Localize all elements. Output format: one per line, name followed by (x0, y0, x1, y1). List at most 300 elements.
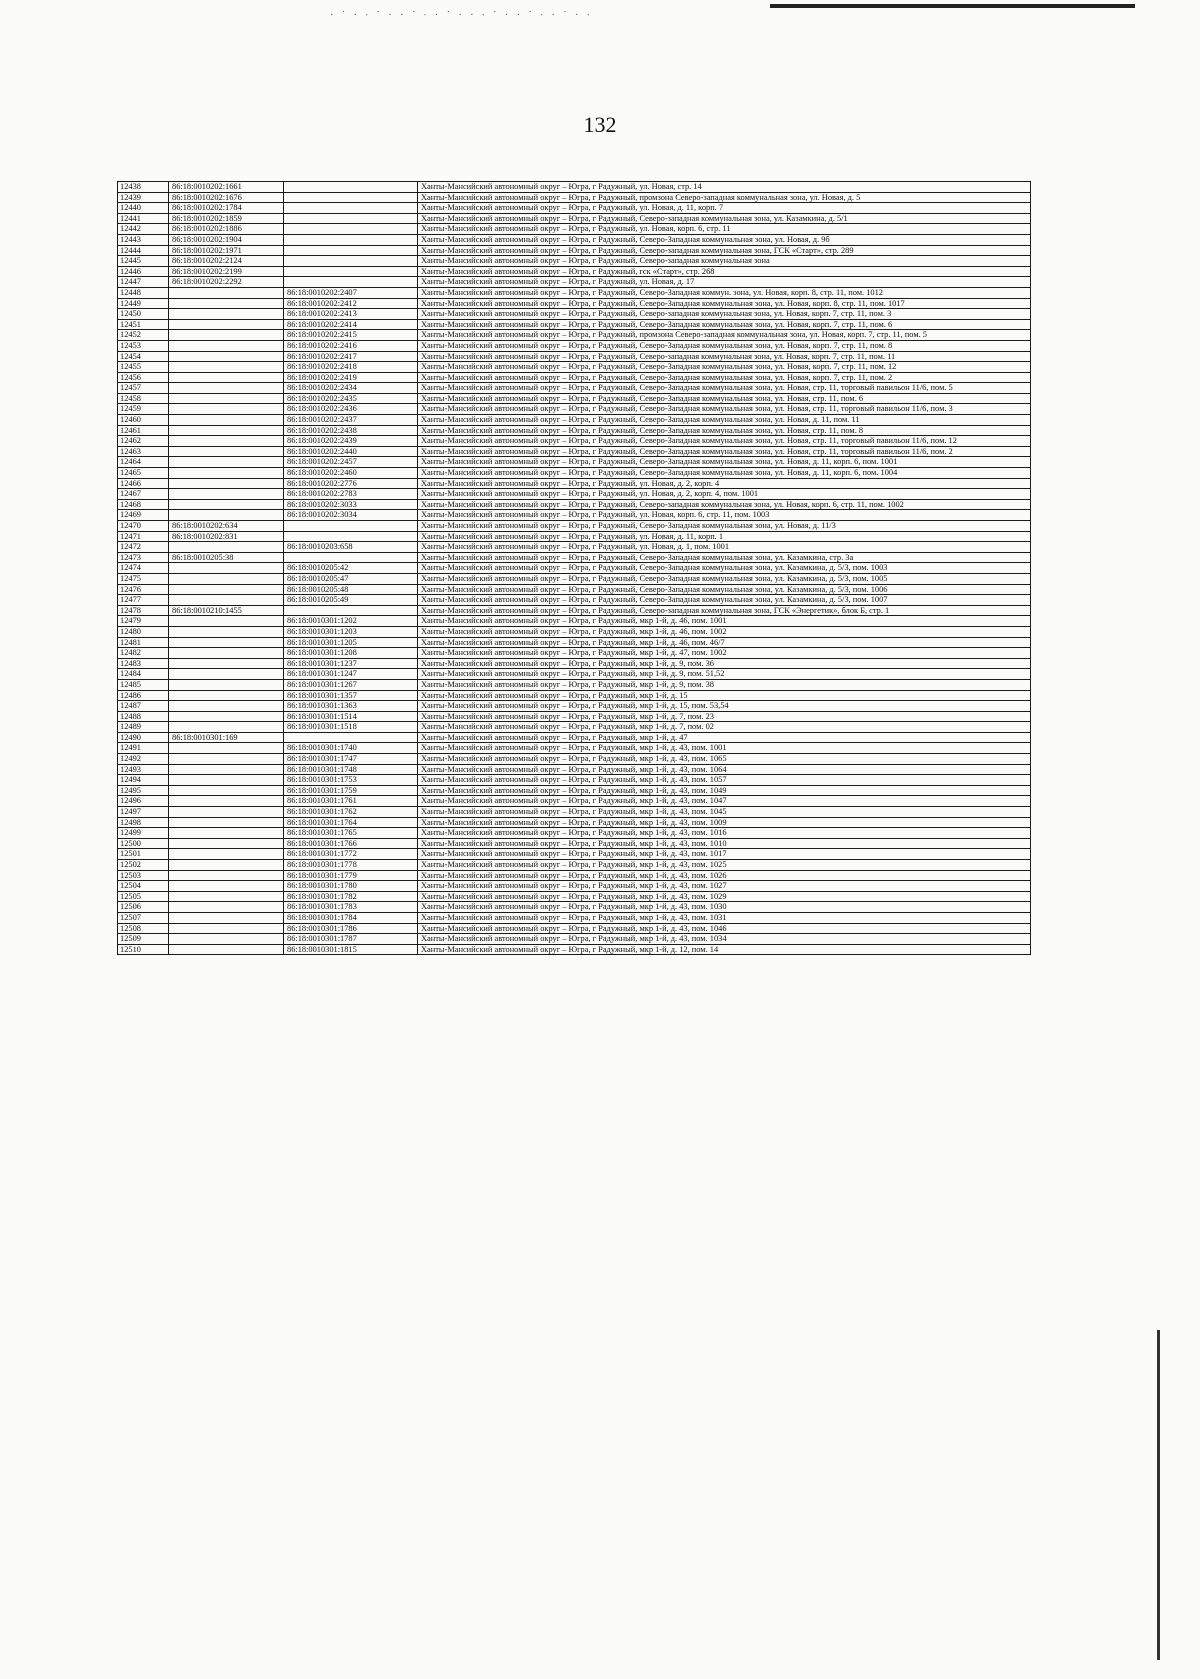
row-number-cell: 12487 (118, 701, 169, 712)
row-number-cell: 12486 (118, 690, 169, 701)
row-number-cell: 12476 (118, 584, 169, 595)
cadastral-number-cell (169, 785, 284, 796)
address-cell: Ханты-Мансийский автономный округ – Югра, г Радужный, мкр 1-й, д. 43, пом. 1046 (418, 923, 1031, 934)
premises-cadastral-cell: 86:18:0010301:1783 (284, 902, 418, 913)
premises-cadastral-cell: 86:18:0010301:1748 (284, 764, 418, 775)
address-cell: Ханты-Мансийский автономный округ – Югра, г Радужный, мкр 1-й, д. 43, пом. 1064 (418, 764, 1031, 775)
address-cell: Ханты-Мансийский автономный округ – Югра, г Радужный, Северо-западная коммунальная зона, ГСК «Старт», стр. 289 (418, 245, 1031, 256)
row-number-cell: 12470 (118, 521, 169, 532)
table-row (118, 510, 1031, 521)
premises-cadastral-cell: 86:18:0010202:2776 (284, 478, 418, 489)
premises-cadastral-cell: 86:18:0010202:2418 (284, 362, 418, 373)
table-row (118, 616, 1031, 627)
cadastral-number-cell (169, 563, 284, 574)
premises-cadastral-cell: 86:18:0010301:1202 (284, 616, 418, 627)
address-cell: Ханты-Мансийский автономный округ – Югра, г Радужный, Северо-Западная коммунальная зона, ул. Новая, д. 9б (418, 234, 1031, 245)
premises-cadastral-cell: 86:18:0010301:1772 (284, 849, 418, 860)
premises-cadastral-cell: 86:18:0010202:2440 (284, 446, 418, 457)
cadastral-number-cell (169, 637, 284, 648)
cadastral-number-cell (169, 595, 284, 606)
cadastral-number-cell (169, 351, 284, 362)
cadastral-number-cell (169, 404, 284, 415)
address-cell: Ханты-Мансийский автономный округ – Югра, г Радужный, Северо-Западная коммунальная зона, ул. Новая, стр. 11, торговый павильон 11/6, пом. 3 (418, 404, 1031, 415)
premises-cadastral-cell: 86:18:0010301:1514 (284, 711, 418, 722)
row-number-cell: 12456 (118, 372, 169, 383)
address-cell: Ханты-Мансийский автономный округ – Югра, г Радужный, гск «Старт», стр. 268 (418, 266, 1031, 277)
address-cell: Ханты-Мансийский автономный округ – Югра, г Радужный, мкр 1-й, д. 43, пом. 1049 (418, 785, 1031, 796)
row-number-cell: 12495 (118, 785, 169, 796)
premises-cadastral-cell: 86:18:0010301:1815 (284, 944, 418, 955)
row-number-cell: 12445 (118, 256, 169, 267)
table-row (118, 912, 1031, 923)
cadastral-number-cell (169, 679, 284, 690)
cadastral-number-cell (169, 838, 284, 849)
cadastral-number-cell (169, 891, 284, 902)
address-cell: Ханты-Мансийский автономный округ – Югра, г Радужный, мкр 1-й, д. 46, пом. 1002 (418, 626, 1031, 637)
table-row (118, 584, 1031, 595)
premises-cadastral-cell (284, 266, 418, 277)
address-cell: Ханты-Мансийский автономный округ – Югра, г Радужный, ул. Новая, д. 11, корп. 7 (418, 203, 1031, 214)
cadastral-number-cell: 86:18:0010205:38 (169, 552, 284, 563)
table-row (118, 690, 1031, 701)
cadastral-number-cell (169, 701, 284, 712)
registry-table-body (118, 182, 1031, 955)
premises-cadastral-cell: 86:18:0010301:1747 (284, 754, 418, 765)
row-number-cell: 12449 (118, 298, 169, 309)
row-number-cell: 12491 (118, 743, 169, 754)
address-cell: Ханты-Мансийский автономный округ – Югра, г Радужный, мкр 1-й, д. 43, пом. 1027 (418, 881, 1031, 892)
premises-cadastral-cell: 86:18:0010202:2438 (284, 425, 418, 436)
row-number-cell: 12450 (118, 309, 169, 320)
premises-cadastral-cell: 86:18:0010301:1753 (284, 775, 418, 786)
row-number-cell: 12442 (118, 224, 169, 235)
table-row (118, 266, 1031, 277)
address-cell: Ханты-Мансийский автономный округ – Югра, г Радужный, ул. Новая, д. 11, корп. 1 (418, 531, 1031, 542)
premises-cadastral-cell: 86:18:0010301:1784 (284, 912, 418, 923)
row-number-cell: 12496 (118, 796, 169, 807)
cadastral-number-cell (169, 912, 284, 923)
row-number-cell: 12478 (118, 605, 169, 616)
premises-cadastral-cell: 86:18:0010202:2417 (284, 351, 418, 362)
premises-cadastral-cell: 86:18:0010301:1205 (284, 637, 418, 648)
row-number-cell: 12455 (118, 362, 169, 373)
row-number-cell: 12464 (118, 457, 169, 468)
row-number-cell: 12481 (118, 637, 169, 648)
table-row (118, 722, 1031, 733)
premises-cadastral-cell: 86:18:0010202:2415 (284, 330, 418, 341)
cadastral-number-cell (169, 616, 284, 627)
cadastral-number-cell (169, 648, 284, 659)
cadastral-number-cell (169, 881, 284, 892)
address-cell: Ханты-Мансийский автономный округ – Югра, г Радужный, мкр 1-й, д. 7, пом. 02 (418, 722, 1031, 733)
premises-cadastral-cell: 86:18:0010301:1247 (284, 669, 418, 680)
premises-cadastral-cell: 86:18:0010202:2413 (284, 309, 418, 320)
address-cell: Ханты-Мансийский автономный округ – Югра, г Радужный, мкр 1-й, д. 43, пом. 1025 (418, 860, 1031, 871)
table-row (118, 457, 1031, 468)
address-cell: Ханты-Мансийский автономный округ – Югра, г Радужный, мкр 1-й, д. 12, пом. 14 (418, 944, 1031, 955)
premises-cadastral-cell: 86:18:0010301:1363 (284, 701, 418, 712)
premises-cadastral-cell: 86:18:0010202:2414 (284, 319, 418, 330)
address-cell: Ханты-Мансийский автономный округ – Югра, г Радужный, ул. Новая, д. 2, корп. 4 (418, 478, 1031, 489)
address-cell: Ханты-Мансийский автономный округ – Югра, г Радужный, мкр 1-й, д. 43, пом. 1017 (418, 849, 1031, 860)
table-row (118, 425, 1031, 436)
table-row (118, 351, 1031, 362)
premises-cadastral-cell: 86:18:0010301:1787 (284, 934, 418, 945)
row-number-cell: 12474 (118, 563, 169, 574)
address-cell: Ханты-Мансийский автономный округ – Югра, г Радужный, ул. Новая, д. 2, корп. 4, пом. 1001 (418, 489, 1031, 500)
address-cell: Ханты-Мансийский автономный округ – Югра, г Радужный, Северо-Западная коммунальная зона, ул. Казамкина, д. 5/3, пом. 1007 (418, 595, 1031, 606)
premises-cadastral-cell: 86:18:0010301:1782 (284, 891, 418, 902)
row-number-cell: 12492 (118, 754, 169, 765)
row-number-cell: 12505 (118, 891, 169, 902)
table-row (118, 287, 1031, 298)
row-number-cell: 12506 (118, 902, 169, 913)
premises-cadastral-cell (284, 182, 418, 193)
premises-cadastral-cell: 86:18:0010301:1766 (284, 838, 418, 849)
premises-cadastral-cell (284, 213, 418, 224)
table-row (118, 944, 1031, 955)
address-cell: Ханты-Мансийский автономный округ – Югра, г Радужный, Северо-Западная коммунальная зона, ул. Новая, корп. 7, стр. 11, пом. 2 (418, 372, 1031, 383)
registry-table (117, 181, 1031, 955)
table-row (118, 340, 1031, 351)
cadastral-number-cell (169, 711, 284, 722)
premises-cadastral-cell: 86:18:0010202:3034 (284, 510, 418, 521)
row-number-cell: 12454 (118, 351, 169, 362)
premises-cadastral-cell: 86:18:0010301:1765 (284, 828, 418, 839)
row-number-cell: 12451 (118, 319, 169, 330)
row-number-cell: 12500 (118, 838, 169, 849)
premises-cadastral-cell: 86:18:0010205:49 (284, 595, 418, 606)
address-cell: Ханты-Мансийский автономный округ – Югра, г Радужный, Северо-Западная коммунальная зона, ул. Новая, стр. 11, торговый павильон 11/6, пом. 5 (418, 383, 1031, 394)
table-row (118, 860, 1031, 871)
table-row (118, 605, 1031, 616)
premises-cadastral-cell: 86:18:0010301:1357 (284, 690, 418, 701)
address-cell: Ханты-Мансийский автономный округ – Югра, г Радужный, ул. Новая, д. 17 (418, 277, 1031, 288)
address-cell: Ханты-Мансийский автономный округ – Югра, г Радужный, Северо-Западная коммунальная зона, ул. Новая, д. 11, корп. 6, пом. 1001 (418, 457, 1031, 468)
table-row (118, 383, 1031, 394)
premises-cadastral-cell: 86:18:0010203:658 (284, 542, 418, 553)
cadastral-number-cell: 86:18:0010202:1886 (169, 224, 284, 235)
cadastral-number-cell (169, 573, 284, 584)
table-row (118, 838, 1031, 849)
table-row (118, 934, 1031, 945)
address-cell: Ханты-Мансийский автономный округ – Югра, г Радужный, мкр 1-й, д. 43, пом. 1026 (418, 870, 1031, 881)
address-cell: Ханты-Мансийский автономный округ – Югра, г Радужный, ул. Новая, корп. 6, стр. 11, пом. 1003 (418, 510, 1031, 521)
table-row (118, 415, 1031, 426)
address-cell: Ханты-Мансийский автономный округ – Югра, г Радужный, мкр 1-й, д. 9, пом. 51,52 (418, 669, 1031, 680)
table-row (118, 436, 1031, 447)
cadastral-number-cell (169, 923, 284, 934)
row-number-cell: 12467 (118, 489, 169, 500)
address-cell: Ханты-Мансийский автономный округ – Югра, г Радужный, мкр 1-й, д. 43, пом. 1045 (418, 807, 1031, 818)
table-row (118, 192, 1031, 203)
premises-cadastral-cell: 86:18:0010301:1740 (284, 743, 418, 754)
address-cell: Ханты-Мансийский автономный округ – Югра, г Радужный, ул. Новая, корп. 6, стр. 11 (418, 224, 1031, 235)
cadastral-number-cell (169, 319, 284, 330)
row-number-cell: 12489 (118, 722, 169, 733)
table-row (118, 213, 1031, 224)
row-number-cell: 12461 (118, 425, 169, 436)
table-row (118, 595, 1031, 606)
row-number-cell: 12469 (118, 510, 169, 521)
table-row (118, 626, 1031, 637)
row-number-cell: 12480 (118, 626, 169, 637)
address-cell: Ханты-Мансийский автономный округ – Югра, г Радужный, Северо-Западная коммунальная зона, ул. Новая, стр. 11, пом. 8 (418, 425, 1031, 436)
cadastral-number-cell (169, 764, 284, 775)
premises-cadastral-cell: 86:18:0010202:3033 (284, 499, 418, 510)
address-cell: Ханты-Мансийский автономный округ – Югра, г Радужный, мкр 1-й, д. 43, пом. 1029 (418, 891, 1031, 902)
premises-cadastral-cell (284, 732, 418, 743)
cadastral-number-cell (169, 542, 284, 553)
address-cell: Ханты-Мансийский автономный округ – Югра, г Радужный, мкр 1-й, д. 9, пом. 38 (418, 679, 1031, 690)
address-cell: Ханты-Мансийский автономный округ – Югра, г Радужный, мкр 1-й, д. 43, пом. 1031 (418, 912, 1031, 923)
premises-cadastral-cell (284, 256, 418, 267)
row-number-cell: 12488 (118, 711, 169, 722)
cadastral-number-cell (169, 870, 284, 881)
address-cell: Ханты-Мансийский автономный округ – Югра, г Радужный, мкр 1-й, д. 43, пом. 1057 (418, 775, 1031, 786)
cadastral-number-cell (169, 446, 284, 457)
table-row (118, 203, 1031, 214)
address-cell: Ханты-Мансийский автономный округ – Югра, г Радужный, Северо-Западная коммунальная зона, ул. Новая, корп. 8, стр. 11, пом. 1017 (418, 298, 1031, 309)
table-row (118, 468, 1031, 479)
row-number-cell: 12475 (118, 573, 169, 584)
premises-cadastral-cell: 86:18:0010301:1237 (284, 658, 418, 669)
cadastral-number-cell (169, 828, 284, 839)
row-number-cell: 12482 (118, 648, 169, 659)
premises-cadastral-cell (284, 605, 418, 616)
table-row (118, 828, 1031, 839)
address-cell: Ханты-Мансийский автономный округ – Югра, г Радужный, Северо-западная коммунальная зона, ГСК «Энергетик», блок Б, стр. 1 (418, 605, 1031, 616)
address-cell: Ханты-Мансийский автономный округ – Югра, г Радужный, Северо-западная коммунальная зона, ул. Новая, корп. 7, стр. 11, пом. 3 (418, 309, 1031, 320)
address-cell: Ханты-Мансийский автономный округ – Югра, г Радужный, мкр 1-й, д. 7, пом. 23 (418, 711, 1031, 722)
row-number-cell: 12479 (118, 616, 169, 627)
row-number-cell: 12465 (118, 468, 169, 479)
page-number: 132 (583, 112, 617, 137)
table-row (118, 330, 1031, 341)
cadastral-number-cell (169, 499, 284, 510)
cadastral-number-cell (169, 860, 284, 871)
table-row (118, 701, 1031, 712)
address-cell: Ханты-Мансийский автономный округ – Югра, г Радужный, мкр 1-й, д. 43, пом. 1009 (418, 817, 1031, 828)
address-cell: Ханты-Мансийский автономный округ – Югра, г Радужный, мкр 1-й, д. 43, пом. 1047 (418, 796, 1031, 807)
premises-cadastral-cell: 86:18:0010301:1759 (284, 785, 418, 796)
row-number-cell: 12490 (118, 732, 169, 743)
address-cell: Ханты-Мансийский автономный округ – Югра, г Радужный, Северо-Западная коммун. зона, ул. Новая, корп. 8, стр. 11, пом. 1012 (418, 287, 1031, 298)
cadastral-number-cell (169, 330, 284, 341)
address-cell: Ханты-Мансийский автономный округ – Югра, г Радужный, мкр 1-й, д. 9, пом. 36 (418, 658, 1031, 669)
row-number-cell: 12472 (118, 542, 169, 553)
premises-cadastral-cell (284, 277, 418, 288)
premises-cadastral-cell (284, 245, 418, 256)
table-row (118, 362, 1031, 373)
table-row (118, 817, 1031, 828)
premises-cadastral-cell (284, 234, 418, 245)
row-number-cell: 12497 (118, 807, 169, 818)
table-row (118, 669, 1031, 680)
address-cell: Ханты-Мансийский автономный округ – Югра, г Радужный, Северо-Западная коммунальная зона, ул. Новая, корп. 7, стр. 11, пом. 6 (418, 319, 1031, 330)
cadastral-number-cell (169, 393, 284, 404)
row-number-cell: 12447 (118, 277, 169, 288)
cadastral-number-cell: 86:18:0010202:1676 (169, 192, 284, 203)
table-row (118, 489, 1031, 500)
cadastral-number-cell (169, 415, 284, 426)
cadastral-number-cell (169, 690, 284, 701)
premises-cadastral-cell: 86:18:0010301:1786 (284, 923, 418, 934)
address-cell: Ханты-Мансийский автономный округ – Югра, г Радужный, мкр 1-й, д. 43, пом. 1001 (418, 743, 1031, 754)
table-row (118, 573, 1031, 584)
table-row (118, 732, 1031, 743)
table-row (118, 785, 1031, 796)
row-number-cell: 12485 (118, 679, 169, 690)
row-number-cell: 12466 (118, 478, 169, 489)
premises-cadastral-cell: 86:18:0010202:2783 (284, 489, 418, 500)
row-number-cell: 12468 (118, 499, 169, 510)
table-row (118, 234, 1031, 245)
cadastral-number-cell: 86:18:0010301:169 (169, 732, 284, 743)
cadastral-number-cell (169, 287, 284, 298)
table-row (118, 446, 1031, 457)
row-number-cell: 12457 (118, 383, 169, 394)
cadastral-number-cell (169, 775, 284, 786)
premises-cadastral-cell: 86:18:0010202:2434 (284, 383, 418, 394)
row-number-cell: 12498 (118, 817, 169, 828)
cadastral-number-cell (169, 934, 284, 945)
cadastral-number-cell (169, 309, 284, 320)
cadastral-number-cell (169, 510, 284, 521)
address-cell: Ханты-Мансийский автономный округ – Югра, г Радужный, мкр 1-й, д. 47 (418, 732, 1031, 743)
scan-top-rule (770, 4, 1135, 8)
row-number-cell: 12443 (118, 234, 169, 245)
table-row (118, 404, 1031, 415)
address-cell: Ханты-Мансийский автономный округ – Югра, г Радужный, Северо-Западная коммунальная зона, ул. Новая, д. 11, корп. 6, пом. 1004 (418, 468, 1031, 479)
table-row (118, 764, 1031, 775)
row-number-cell: 12438 (118, 182, 169, 193)
row-number-cell: 12448 (118, 287, 169, 298)
row-number-cell: 12471 (118, 531, 169, 542)
premises-cadastral-cell: 86:18:0010202:2439 (284, 436, 418, 447)
table-row (118, 531, 1031, 542)
table-row (118, 775, 1031, 786)
cadastral-number-cell (169, 658, 284, 669)
address-cell: Ханты-Мансийский автономный округ – Югра, г Радужный, Северо-западная коммунальная зона, ул. Новая, корп. 6, стр. 11, пом. 1002 (418, 499, 1031, 510)
table-row (118, 372, 1031, 383)
address-cell: Ханты-Мансийский автономный округ – Югра, г Радужный, мкр 1-й, д. 47, пом. 1002 (418, 648, 1031, 659)
cadastral-number-cell (169, 457, 284, 468)
table-row (118, 849, 1031, 860)
row-number-cell: 12446 (118, 266, 169, 277)
row-number-cell: 12503 (118, 870, 169, 881)
cadastral-number-cell (169, 817, 284, 828)
address-cell: Ханты-Мансийский автономный округ – Югра, г Радужный, промзона Северо-западная коммунальная зона, ул. Новая, корп. 7, стр. 11, пом. 5 (418, 330, 1031, 341)
address-cell: Ханты-Мансийский автономный округ – Югра, г Радужный, Северо-Западная коммунальная зона, ул. Новая, корп. 7, стр. 11, пом. 8 (418, 340, 1031, 351)
row-number-cell: 12509 (118, 934, 169, 945)
cadastral-number-cell: 86:18:0010202:1971 (169, 245, 284, 256)
table-row (118, 277, 1031, 288)
cadastral-number-cell: 86:18:0010202:2292 (169, 277, 284, 288)
premises-cadastral-cell: 86:18:0010301:1762 (284, 807, 418, 818)
premises-cadastral-cell: 86:18:0010205:42 (284, 563, 418, 574)
cadastral-number-cell (169, 849, 284, 860)
cadastral-number-cell (169, 902, 284, 913)
cadastral-number-cell: 86:18:0010202:634 (169, 521, 284, 532)
cadastral-number-cell (169, 743, 284, 754)
premises-cadastral-cell (284, 203, 418, 214)
premises-cadastral-cell: 86:18:0010301:1518 (284, 722, 418, 733)
table-row (118, 309, 1031, 320)
table-row (118, 923, 1031, 934)
premises-cadastral-cell: 86:18:0010202:2416 (284, 340, 418, 351)
table-row (118, 648, 1031, 659)
row-number-cell: 12507 (118, 912, 169, 923)
cadastral-number-cell: 86:18:0010202:1661 (169, 182, 284, 193)
row-number-cell: 12501 (118, 849, 169, 860)
cadastral-number-cell: 86:18:0010202:1859 (169, 213, 284, 224)
table-row (118, 902, 1031, 913)
table-row (118, 754, 1031, 765)
cadastral-number-cell (169, 478, 284, 489)
premises-cadastral-cell: 86:18:0010202:2437 (284, 415, 418, 426)
premises-cadastral-cell: 86:18:0010202:2419 (284, 372, 418, 383)
table-row (118, 224, 1031, 235)
cadastral-number-cell: 86:18:0010202:1784 (169, 203, 284, 214)
table-row (118, 521, 1031, 532)
table-row (118, 658, 1031, 669)
row-number-cell: 12473 (118, 552, 169, 563)
cadastral-number-cell (169, 340, 284, 351)
address-cell: Ханты-Мансийский автономный округ – Югра, г Радужный, Северо-западная коммунальная зона, ул. Казамкина, д. 5/1 (418, 213, 1031, 224)
table-row (118, 499, 1031, 510)
table-row (118, 807, 1031, 818)
premises-cadastral-cell: 86:18:0010301:1779 (284, 870, 418, 881)
table-row (118, 796, 1031, 807)
row-number-cell: 12444 (118, 245, 169, 256)
cadastral-number-cell (169, 669, 284, 680)
row-number-cell: 12484 (118, 669, 169, 680)
cadastral-number-cell: 86:18:0010202:831 (169, 531, 284, 542)
table-row (118, 542, 1031, 553)
premises-cadastral-cell (284, 552, 418, 563)
premises-cadastral-cell: 86:18:0010301:1761 (284, 796, 418, 807)
address-cell: Ханты-Мансийский автономный округ – Югра, г Радужный, Северо-Западная коммунальная зона, ул. Новая, д. 11/3 (418, 521, 1031, 532)
row-number-cell: 12439 (118, 192, 169, 203)
premises-cadastral-cell: 86:18:0010202:2435 (284, 393, 418, 404)
cadastral-number-cell (169, 584, 284, 595)
row-number-cell: 12440 (118, 203, 169, 214)
address-cell: Ханты-Мансийский автономный округ – Югра, г Радужный, Северо-Западная коммунальная зона, ул. Новая, д. 11, пом. 11 (418, 415, 1031, 426)
row-number-cell: 12504 (118, 881, 169, 892)
address-cell: Ханты-Мансийский автономный округ – Югра, г Радужный, ул. Новая, д. 1, пом. 1001 (418, 542, 1031, 553)
row-number-cell: 12477 (118, 595, 169, 606)
address-cell: Ханты-Мансийский автономный округ – Югра, г Радужный, промзона Северо-западная коммунальная зона, ул. Новая, д. 5 (418, 192, 1031, 203)
cadastral-number-cell (169, 362, 284, 373)
address-cell: Ханты-Мансийский автономный округ – Югра, г Радужный, Северо-Западная коммунальная зона, ул. Новая, стр. 11, пом. 6 (418, 393, 1031, 404)
address-cell: Ханты-Мансийский автономный округ – Югра, г Радужный, мкр 1-й, д. 46, пом. 1001 (418, 616, 1031, 627)
table-row (118, 245, 1031, 256)
row-number-cell: 12493 (118, 764, 169, 775)
row-number-cell: 12510 (118, 944, 169, 955)
table-row (118, 478, 1031, 489)
premises-cadastral-cell (284, 521, 418, 532)
premises-cadastral-cell: 86:18:0010301:1780 (284, 881, 418, 892)
address-cell: Ханты-Мансийский автономный округ – Югра, г Радужный, Северо-Западная коммунальная зона, ул. Новая, стр. 11, торговый павильон 11/6, пом. 12 (418, 436, 1031, 447)
row-number-cell: 12494 (118, 775, 169, 786)
row-number-cell: 12460 (118, 415, 169, 426)
address-cell: Ханты-Мансийский автономный округ – Югра, г Радужный, мкр 1-й, д. 43, пом. 1030 (418, 902, 1031, 913)
cadastral-number-cell: 86:18:0010202:2199 (169, 266, 284, 277)
row-number-cell: 12452 (118, 330, 169, 341)
address-cell: Ханты-Мансийский автономный округ – Югра, г Радужный, мкр 1-й, д. 43, пом. 1034 (418, 934, 1031, 945)
premises-cadastral-cell: 86:18:0010202:2436 (284, 404, 418, 415)
